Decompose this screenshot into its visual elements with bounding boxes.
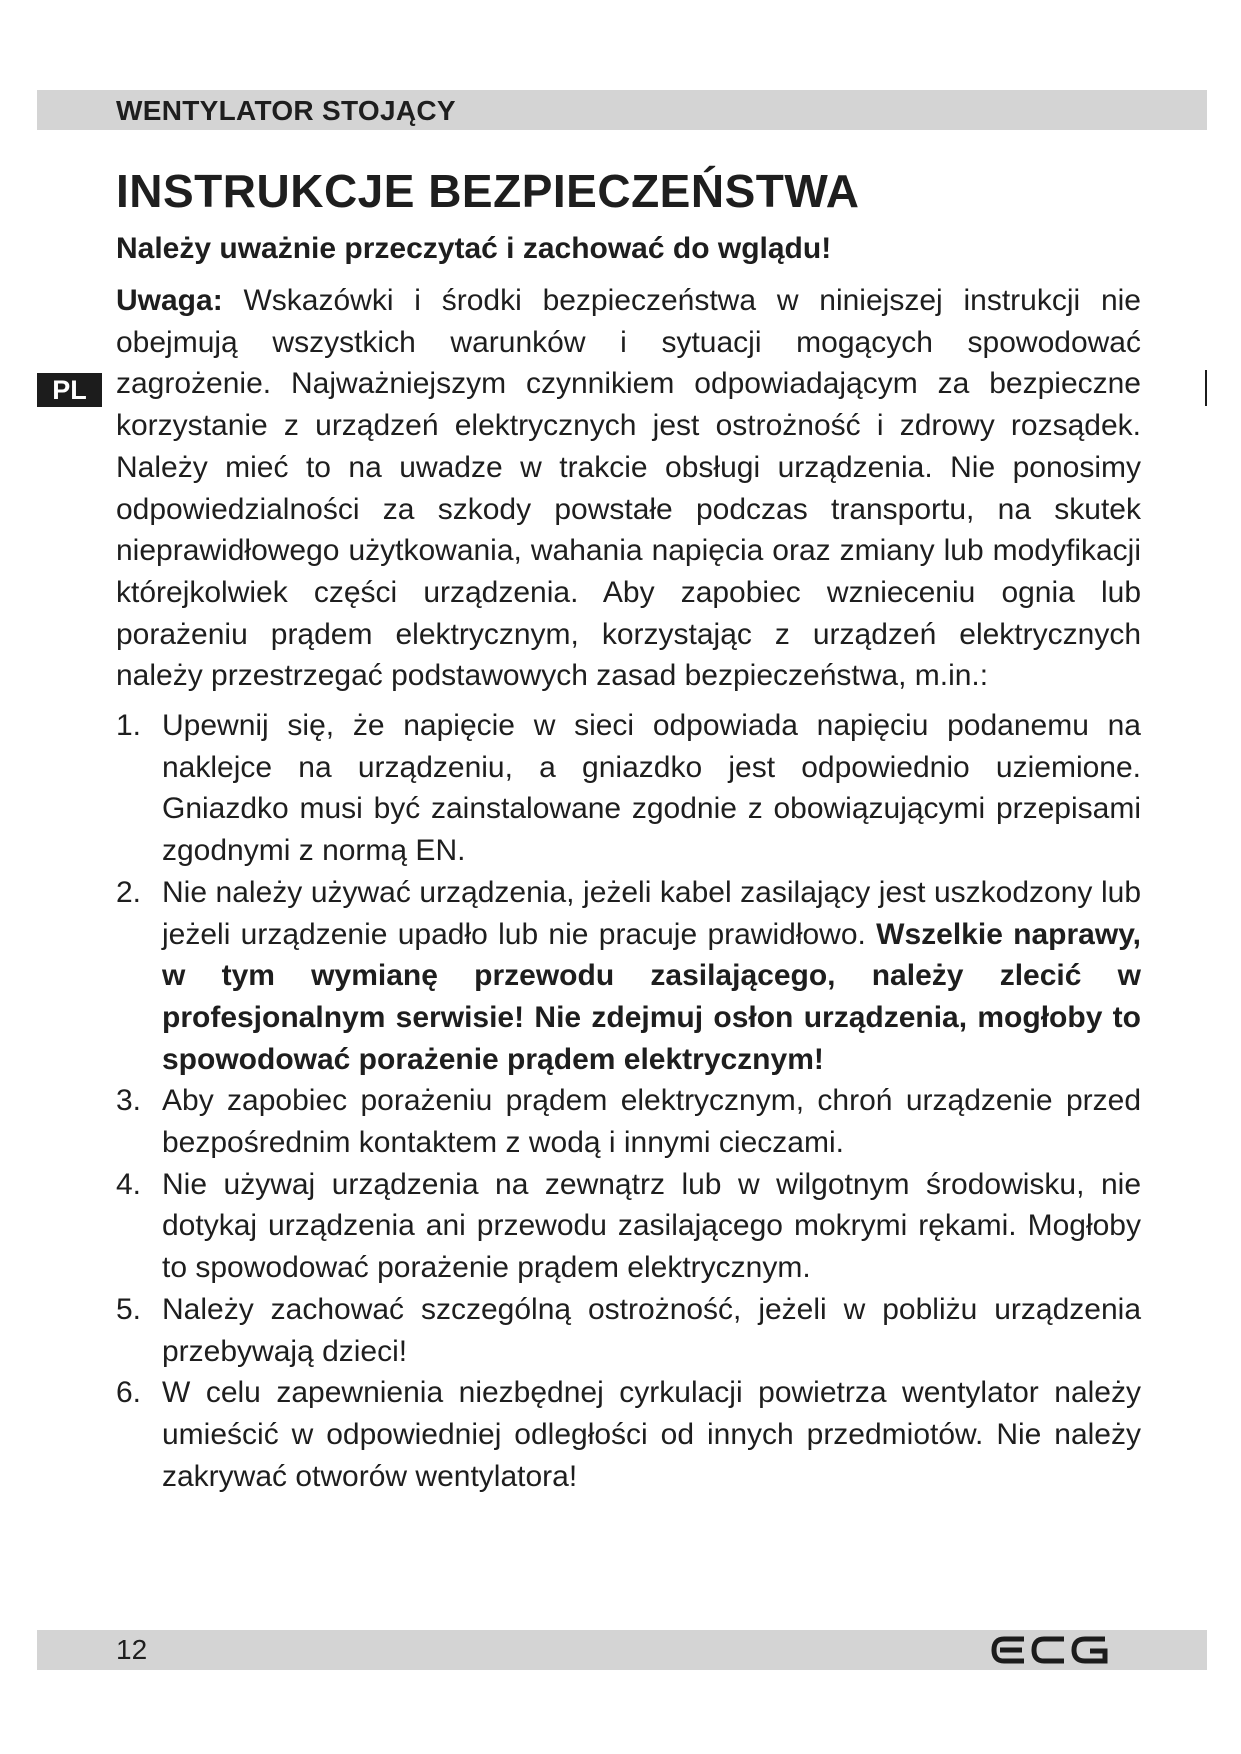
- list-item-text: Należy zachować szczególną ostrożność, jeżeli w pobliżu urządzenia przebywają dzieci!: [162, 1292, 1141, 1368]
- list-item-number: 1.: [116, 709, 142, 743]
- list-item-number: 3.: [116, 1084, 142, 1118]
- list-item: [116, 1289, 1141, 1372]
- page-subtitle: Należy uważnie przeczytać i zachować do wglądu!: [116, 232, 832, 265]
- document-header-title: WENTYLATOR STOJĄCY: [116, 95, 456, 126]
- list-item: [116, 705, 1141, 872]
- list-item-warning: Wszelkie naprawy, w tym wymianę przewodu zasilającego, należy zlecić w profesjonalnym serwisie! Nie zdejmuj osłon urządzenia, mogłoby to spowodować porażenie prądem elektrycznym!: [162, 917, 1141, 1076]
- list-item-text: Nie należy używać urządzenia, jeżeli kabel zasilający jest uszkodzony lub jeżeli urządzenie upadło lub nie pracuje prawidłowo.: [162, 875, 1141, 951]
- list-item: [116, 1164, 1141, 1289]
- page-title: INSTRUKCJE BEZPIECZEŃSTWA: [116, 165, 860, 217]
- list-item: [116, 872, 1141, 1081]
- list-item-number: 2.: [116, 875, 142, 909]
- list-item-text: Nie używaj urządzenia na zewnątrz lub w wilgotnym środowisku, nie dotykaj urządzenia ani przewodu zasilającego mokrymi rękami. Mogłoby to spowodować porażenie prądem elektrycznym.: [162, 1167, 1141, 1285]
- intro-text: Wskazówki i środki bezpieczeństwa w niniejszej instrukcji nie obejmują wszystkich warunków i sytuacji mogących spowodować zagrożenie. Najważniejszym czynnikiem odpowiadającym za bezpieczne korzystanie z urządzeń elektrycznych jest ostrożność i zdrowy rozsądek. Należy mieć to na uwadze w trakcie obsługi urządzenia. Nie ponosimy odpowiedzialności za szkody powstałe podczas transportu, na skutek nieprawidłowego użytkowania, wahania napięcia oraz zmiany lub modyfikacji którejkolwiek części urządzenia. Aby zapobiec wznieceniu ognia lub porażeniu prądem elektrycznym, korzystając z urządzeń elektrycznych należy przestrzegać podstawowych zasad bezpieczeństwa, m.in.:: [116, 284, 1141, 693]
- safety-rules-list: [116, 705, 1141, 1497]
- language-tab: PL: [37, 373, 102, 407]
- list-item: [116, 1080, 1141, 1163]
- list-item-text: Upewnij się, że napięcie w sieci odpowiada napięciu podanemu na naklejce na urządzeniu, a gniazdko jest odpowiednio uziemione. Gniazdko musi być zainstalowane zgodnie z obowiązującymi przepisami zgodnymi z normą EN.: [162, 709, 1141, 868]
- list-item-number: 5.: [116, 1292, 142, 1326]
- intro-paragraph: [116, 280, 1141, 697]
- intro-label: Uwaga:: [116, 284, 223, 317]
- list-item-text: Aby zapobiec porażeniu prądem elektrycznym, chroń urządzenie przed bezpośrednim kontaktem z wodą i innymi cieczami.: [162, 1084, 1141, 1160]
- list-item-number: 6.: [116, 1376, 142, 1410]
- list-item-text: W celu zapewnienia niezbędnej cyrkulacji powietrza wentylator należy umieścić w odpowiedniej odległości od innych przedmiotów. Nie należy zakrywać otworów wentylatora!: [162, 1376, 1141, 1493]
- list-item: [116, 1372, 1141, 1497]
- list-item-number: 4.: [116, 1167, 142, 1201]
- page-content: [116, 158, 1141, 1497]
- margin-mark: [1205, 370, 1207, 406]
- ecg-logo: [990, 1633, 1110, 1667]
- page-number: 12: [116, 1634, 148, 1665]
